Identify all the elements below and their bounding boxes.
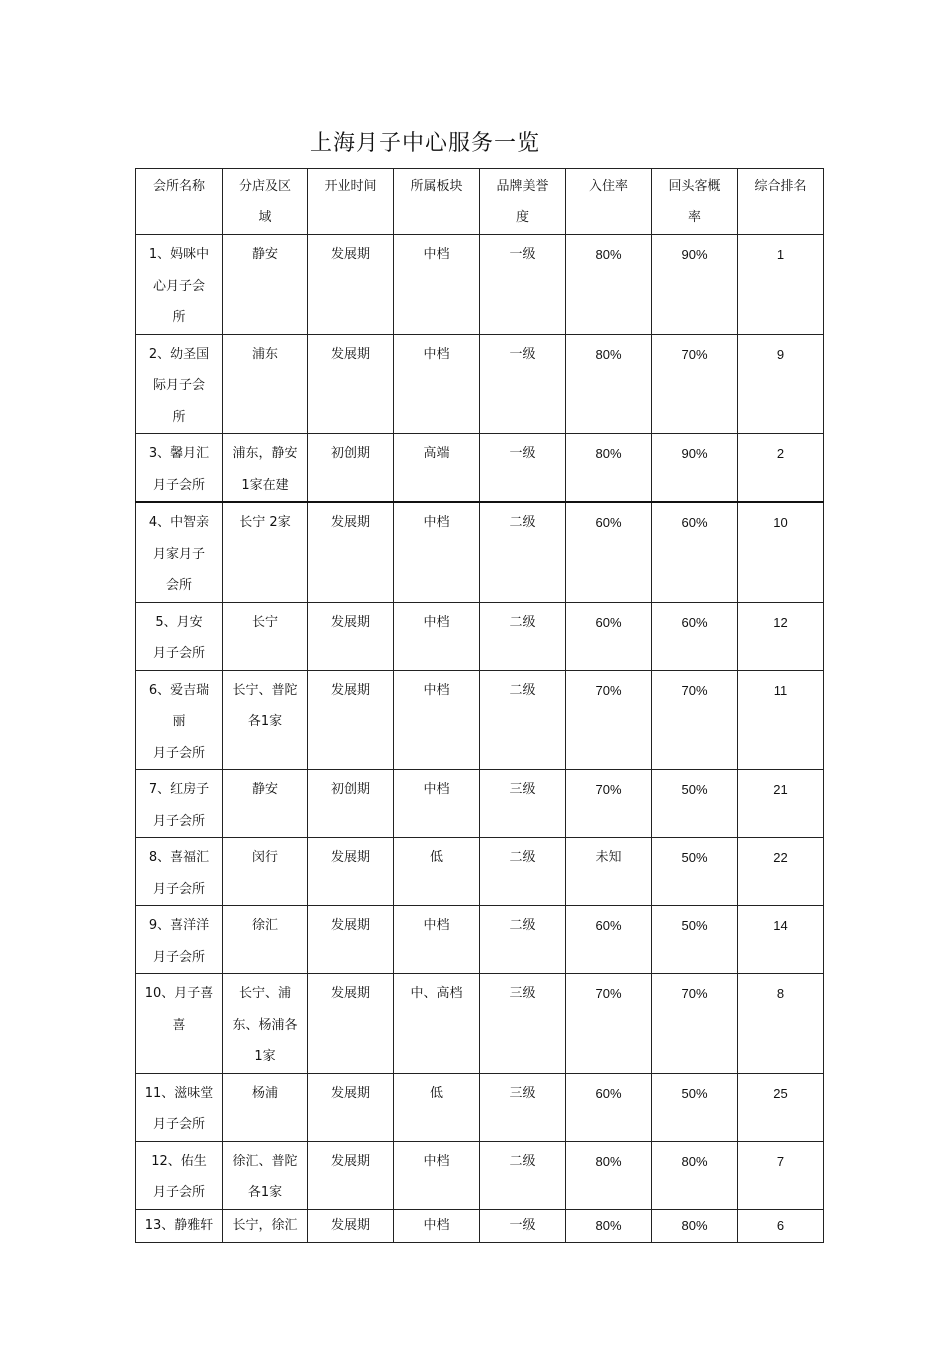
cell-reputation: 二级 [480, 906, 566, 974]
header-name: 会所名称 [136, 169, 223, 235]
cell-occupancy: 60% [566, 502, 652, 602]
cell-reputation: 三级 [480, 1073, 566, 1141]
cell-return-rate: 50% [652, 838, 738, 906]
cell-reputation: 一级 [480, 434, 566, 503]
table-row [136, 974, 824, 1074]
cell-segment: 中档 [394, 334, 480, 434]
table-row [136, 1141, 824, 1209]
cell-stage: 发展期 [308, 906, 394, 974]
cell-occupancy: 70% [566, 770, 652, 838]
cell-stage: 发展期 [308, 1209, 394, 1242]
cell-return-rate: 50% [652, 906, 738, 974]
table-row [136, 838, 824, 906]
cell-stage: 初创期 [308, 434, 394, 503]
cell-reputation: 一级 [480, 1209, 566, 1242]
cell-name: 9、喜洋洋 月子会所 [136, 906, 223, 974]
header-stage: 开业时间 [308, 169, 394, 235]
cell-name: 13、静雅轩 [136, 1209, 223, 1242]
cell-rank: 1 [738, 235, 824, 335]
table-row [136, 1073, 824, 1141]
cell-occupancy: 未知 [566, 838, 652, 906]
header-return-rate: 回头客概 率 [652, 169, 738, 235]
cell-reputation: 二级 [480, 602, 566, 670]
cell-branch: 徐汇 [223, 906, 308, 974]
cell-reputation: 一级 [480, 235, 566, 335]
header-occupancy: 入住率 [566, 169, 652, 235]
cell-occupancy: 60% [566, 906, 652, 974]
cell-stage: 初创期 [308, 770, 394, 838]
cell-segment: 中档 [394, 602, 480, 670]
cell-reputation: 二级 [480, 838, 566, 906]
cell-name: 10、月子喜 喜 [136, 974, 223, 1074]
table-row [136, 235, 824, 335]
table-row [136, 502, 824, 602]
cell-segment: 低 [394, 1073, 480, 1141]
cell-return-rate: 70% [652, 334, 738, 434]
cell-branch: 杨浦 [223, 1073, 308, 1141]
table-row [136, 670, 824, 770]
cell-stage: 发展期 [308, 670, 394, 770]
table-row [136, 1209, 824, 1242]
cell-stage: 发展期 [308, 838, 394, 906]
table-row [136, 334, 824, 434]
cell-return-rate: 60% [652, 502, 738, 602]
cell-occupancy: 80% [566, 1209, 652, 1242]
table-row [136, 770, 824, 838]
table-body [136, 235, 824, 1243]
cell-reputation: 一级 [480, 334, 566, 434]
cell-branch: 静安 [223, 770, 308, 838]
cell-segment: 中档 [394, 235, 480, 335]
table-row [136, 602, 824, 670]
cell-rank: 25 [738, 1073, 824, 1141]
cell-stage: 发展期 [308, 502, 394, 602]
service-table [135, 168, 824, 1243]
cell-branch: 闵行 [223, 838, 308, 906]
header-rank: 综合排名 [738, 169, 824, 235]
page-title: 上海月子中心服务一览 [310, 131, 541, 156]
cell-name: 4、中智亲 月家月子 会所 [136, 502, 223, 602]
cell-stage: 发展期 [308, 1073, 394, 1141]
cell-reputation: 三级 [480, 770, 566, 838]
cell-branch: 徐汇、普陀 各1家 [223, 1141, 308, 1209]
header-segment: 所属板块 [394, 169, 480, 235]
cell-occupancy: 70% [566, 974, 652, 1074]
cell-segment: 高端 [394, 434, 480, 503]
cell-rank: 11 [738, 670, 824, 770]
cell-stage: 发展期 [308, 334, 394, 434]
cell-occupancy: 80% [566, 434, 652, 503]
cell-rank: 22 [738, 838, 824, 906]
cell-branch: 静安 [223, 235, 308, 335]
cell-return-rate: 90% [652, 235, 738, 335]
cell-occupancy: 80% [566, 1141, 652, 1209]
cell-branch: 长宁 2家 [223, 502, 308, 602]
cell-name: 1、妈咪中 心月子会 所 [136, 235, 223, 335]
cell-name: 11、滋味堂 月子会所 [136, 1073, 223, 1141]
cell-segment: 中档 [394, 1209, 480, 1242]
cell-name: 3、馨月汇 月子会所 [136, 434, 223, 503]
cell-name: 5、月安 月子会所 [136, 602, 223, 670]
cell-return-rate: 80% [652, 1209, 738, 1242]
cell-branch: 长宁，徐汇 [223, 1209, 308, 1242]
cell-reputation: 二级 [480, 502, 566, 602]
cell-occupancy: 60% [566, 1073, 652, 1141]
cell-return-rate: 60% [652, 602, 738, 670]
cell-occupancy: 80% [566, 235, 652, 335]
cell-occupancy: 60% [566, 602, 652, 670]
cell-stage: 发展期 [308, 1141, 394, 1209]
cell-segment: 低 [394, 838, 480, 906]
cell-rank: 21 [738, 770, 824, 838]
cell-rank: 7 [738, 1141, 824, 1209]
cell-rank: 12 [738, 602, 824, 670]
table-row [136, 434, 824, 503]
cell-rank: 10 [738, 502, 824, 602]
cell-branch: 长宁、浦 东、杨浦各 1家 [223, 974, 308, 1074]
cell-occupancy: 80% [566, 334, 652, 434]
cell-reputation: 三级 [480, 974, 566, 1074]
cell-rank: 6 [738, 1209, 824, 1242]
cell-segment: 中档 [394, 1141, 480, 1209]
cell-reputation: 二级 [480, 1141, 566, 1209]
cell-return-rate: 80% [652, 1141, 738, 1209]
cell-segment: 中档 [394, 670, 480, 770]
cell-rank: 9 [738, 334, 824, 434]
cell-return-rate: 70% [652, 670, 738, 770]
header-branch: 分店及区 域 [223, 169, 308, 235]
cell-return-rate: 90% [652, 434, 738, 503]
cell-segment: 中档 [394, 906, 480, 974]
cell-segment: 中档 [394, 770, 480, 838]
cell-branch: 浦东 [223, 334, 308, 434]
cell-name: 2、幼圣国 际月子会 所 [136, 334, 223, 434]
header-reputation: 品牌美誉 度 [480, 169, 566, 235]
cell-rank: 2 [738, 434, 824, 503]
cell-occupancy: 70% [566, 670, 652, 770]
cell-stage: 发展期 [308, 974, 394, 1074]
cell-rank: 14 [738, 906, 824, 974]
cell-rank: 8 [738, 974, 824, 1074]
cell-segment: 中、高档 [394, 974, 480, 1074]
cell-branch: 长宁、普陀 各1家 [223, 670, 308, 770]
cell-name: 6、爱吉瑞 丽 月子会所 [136, 670, 223, 770]
cell-name: 7、红房子 月子会所 [136, 770, 223, 838]
cell-reputation: 二级 [480, 670, 566, 770]
cell-return-rate: 50% [652, 770, 738, 838]
table-row [136, 906, 824, 974]
cell-stage: 发展期 [308, 602, 394, 670]
cell-return-rate: 50% [652, 1073, 738, 1141]
cell-name: 8、喜福汇 月子会所 [136, 838, 223, 906]
table-header [136, 169, 824, 235]
cell-stage: 发展期 [308, 235, 394, 335]
cell-segment: 中档 [394, 502, 480, 602]
cell-branch: 浦东，静安 1家在建 [223, 434, 308, 503]
cell-name: 12、佑生 月子会所 [136, 1141, 223, 1209]
cell-return-rate: 70% [652, 974, 738, 1074]
cell-branch: 长宁 [223, 602, 308, 670]
